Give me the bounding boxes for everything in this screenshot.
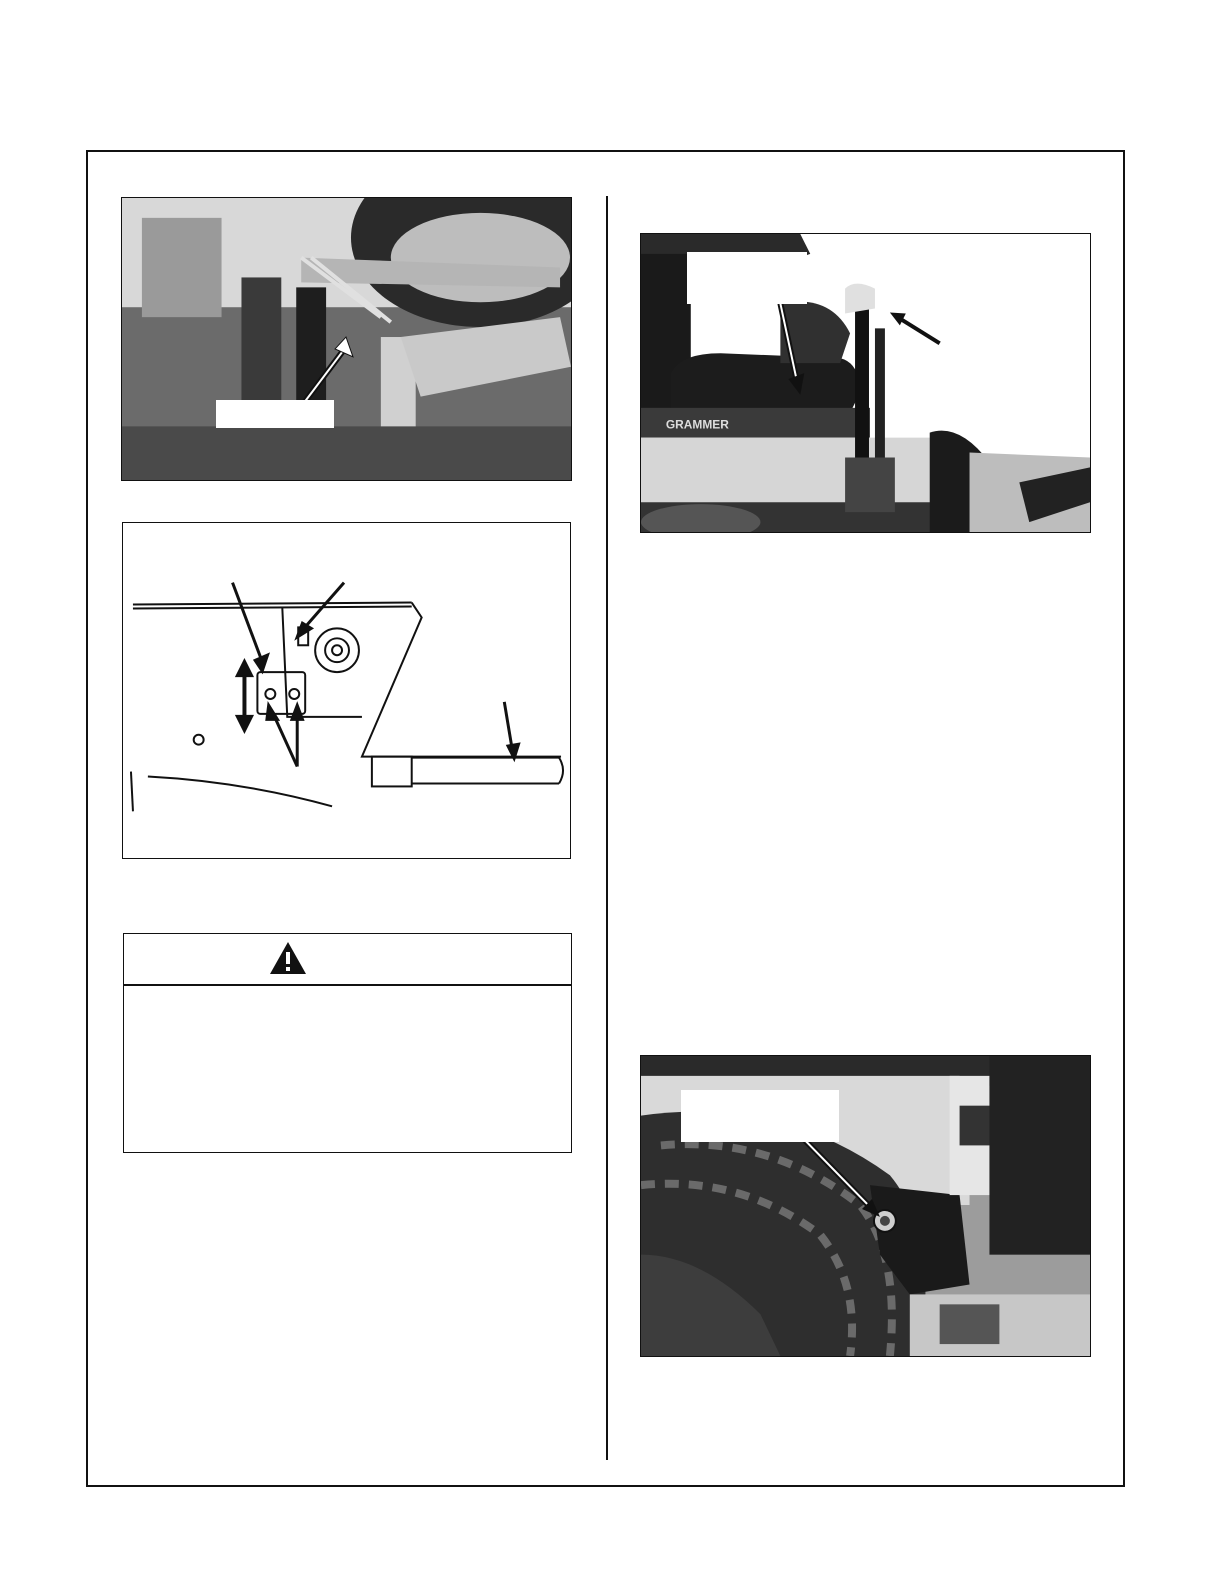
column-divider <box>606 196 608 1460</box>
seat-brand-text: GRAMMER <box>665 417 729 432</box>
callout-label-box <box>216 400 334 428</box>
photo-engine-compartment <box>121 197 572 481</box>
warning-box <box>123 933 572 1153</box>
warning-header <box>124 934 571 986</box>
photo-operator-seat <box>640 233 1091 533</box>
photo-rear-tire <box>640 1055 1091 1357</box>
callout-label-box <box>687 252 807 304</box>
warning-triangle-icon <box>268 940 308 976</box>
diagram-switch-bracket <box>122 522 571 859</box>
callout-label-box <box>681 1090 839 1142</box>
